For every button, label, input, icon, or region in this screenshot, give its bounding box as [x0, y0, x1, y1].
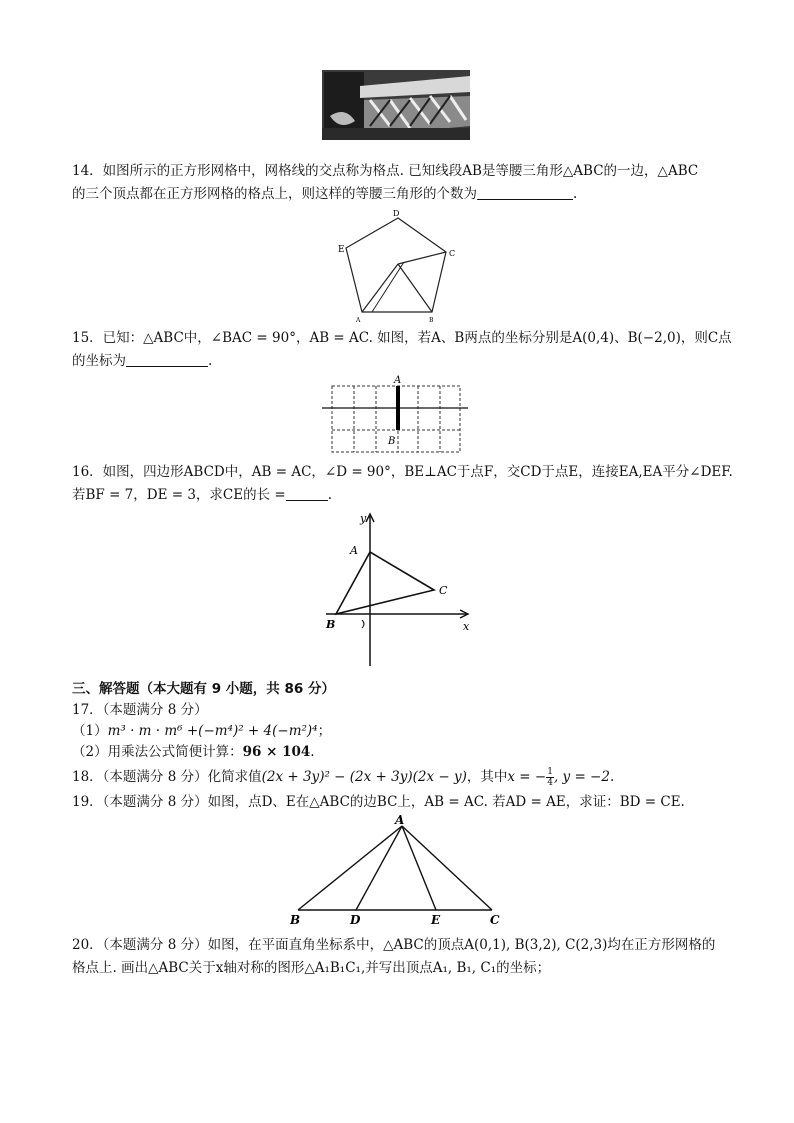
grid-label-A: A [394, 375, 402, 386]
label-A: A [356, 317, 361, 324]
q14-answer-blank[interactable] [477, 185, 573, 200]
q17-part1 [72, 720, 724, 743]
coordinate-figure [322, 510, 478, 670]
q18-mid: ，其中 [466, 769, 508, 785]
pentagon-segment-1 [362, 264, 398, 312]
label-B: B [429, 317, 434, 324]
q16-line1: 16．如图，四边形ABCD中，AB = AC，∠D = 90°，BE⊥AC于点F，交CD于点E，连接EA,EA平分∠DEF. [72, 464, 733, 480]
point-label-B: B [326, 618, 336, 631]
q18-cond-y: , y = −2. [553, 769, 615, 785]
q17-part1-end: ； [317, 723, 332, 739]
q18-frac-den: 4 [547, 778, 553, 788]
q14-line2 [72, 183, 724, 206]
origin-mark [362, 620, 364, 628]
bridge-photo [320, 66, 472, 144]
segment-AD [356, 826, 402, 910]
pentagon-segment-4 [372, 262, 404, 312]
side-AC [402, 826, 492, 910]
q15-line2-end: . [208, 353, 213, 369]
q15-line2 [72, 350, 724, 373]
q16-line2-text: 若BF = 7，DE = 3，求CE的长 = [72, 487, 286, 503]
section3-title: 三、解答题（本大题有 9 小题，共 86 分） [72, 681, 335, 697]
triangle-ABC [336, 552, 434, 614]
q20-line2: 格点上. 画出△ABC关于x轴对称的图形△A₁B₁C₁,并写出顶点A₁, B₁, C₁的坐标； [72, 960, 551, 976]
q18-frac-num: 1 [547, 767, 553, 777]
label-D: D [393, 209, 400, 218]
q15-line1: 15．已知：△ABC中，∠BAC = 90°，AB = AC. 如图，若A、B两点的坐标分别是A(0,4)、B(−2,0)，则C点 [72, 330, 732, 346]
q18-expr: (2x + 3y)² − (2x + 3y)(2x − y) [261, 769, 467, 785]
triangle-figure [286, 814, 510, 930]
tri-label-A: A [395, 814, 405, 827]
q17-head: 17．（本题满分 8 分） [72, 702, 208, 718]
q16-line2 [72, 484, 724, 507]
grid-figure [318, 372, 478, 456]
grid-label-B: B [388, 436, 396, 447]
q16-line2-end: . [327, 487, 333, 503]
q17-part2 [72, 741, 724, 764]
q14-line1: 14．如图所示的正方形网格中，网格线的交点称为格点. 已知线段AB是等腰三角形△ABC的一边，△ABC [72, 163, 699, 179]
q18-prefix: 18．（本题满分 8 分）化简求值 [72, 769, 262, 785]
pentagon-figure [332, 206, 462, 326]
tri-label-C: C [490, 913, 500, 927]
label-E: E [338, 245, 345, 255]
axis-label-y: y [360, 512, 367, 525]
q15-answer-blank[interactable] [126, 352, 208, 367]
tri-label-E: E [431, 913, 441, 927]
q18-line [72, 766, 724, 789]
q17-part2-expr: 96 × 104 [242, 744, 311, 760]
q17-part2-prefix: （2）用乘法公式简便计算： [72, 744, 243, 760]
tri-label-B: B [290, 913, 301, 927]
axis-label-x: x [463, 620, 470, 633]
pentagon-outline [346, 218, 446, 312]
q18-fraction [546, 767, 554, 788]
q18-cond-x: x = − [507, 769, 547, 785]
q17-part2-end: . [310, 744, 315, 760]
side-AB [298, 826, 402, 910]
pentagon-segment-3 [398, 264, 432, 312]
q17-part1-expr: m³ · m · m⁶ +(−m⁴)² + 4(−m²)⁴ [107, 723, 318, 739]
q20-line1: 20．（本题满分 8 分）如图，在平面直角坐标系中，△ABC的顶点A(0,1), B(3,2), C(2,3)均在正方形网格的 [72, 937, 716, 953]
q19-line: 19．（本题满分 8 分）如图，点D、E在△ABC的边BC上，AB = AC. 若AD = AE，求证：BD = CE. [72, 794, 685, 810]
pentagon-segment-2 [398, 252, 446, 264]
segment-AE [402, 826, 436, 910]
q17-part1-prefix: （1） [72, 723, 108, 739]
q14-line2-text: 的三个顶点都在正方形网格的格点上，则这样的等腰三角形的个数为 [72, 186, 477, 202]
q16-answer-blank[interactable] [286, 486, 328, 501]
label-C: C [449, 249, 456, 258]
tri-label-D: D [350, 913, 361, 927]
q15-line2-text: 的坐标为 [72, 353, 126, 369]
q14-line2-end: . [573, 186, 578, 202]
point-label-A: A [350, 544, 358, 557]
point-label-C: C [439, 584, 448, 597]
